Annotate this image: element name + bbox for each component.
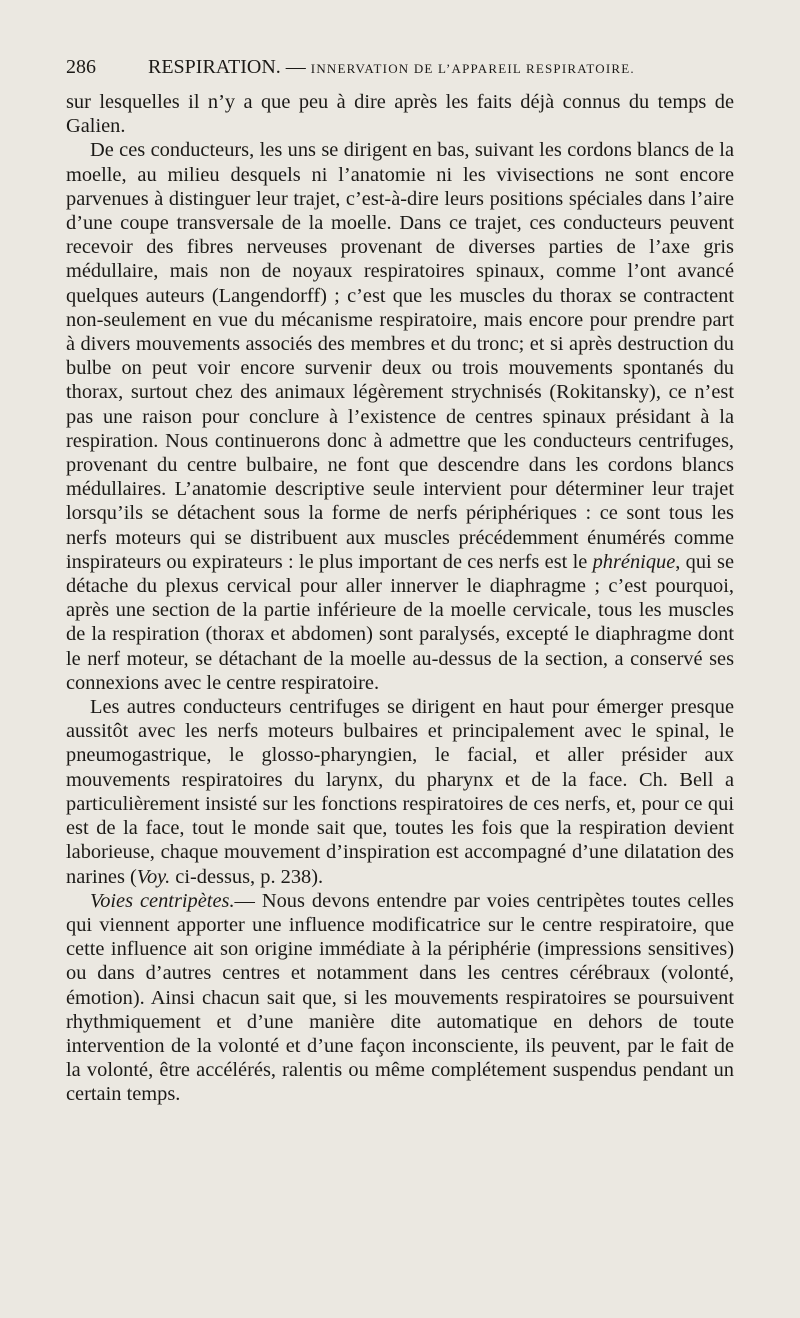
paragraph-3 [66,695,734,889]
paragraph-4-text: — Nous devons entendre par voies centripètes toutes celles qui viennent apporter une influence modificatrice sur le centre respiratoire, que cette influence ait son origine immédiate à la périphérie (impressions sensitives) ou dans d’autres centres et notamment dans les centres cérébraux (volonté, émotion). Ainsi chacun sait que, si les mouvements respiratoires se poursuivent rhythmiquement et d’une manière dite automatique en dehors de toute intervention de la volonté et d’une façon inconsciente, ils peuvent, par le fait de la volonté, être accélérés, ralentis ou même complétement suspendus pendant un certain temps. [66,889,734,1106]
paragraph-1-text: sur lesquelles il n’y a que peu à dire après les faits déjà connus du temps de Galien. [66,91,734,138]
paragraph-4 [66,889,734,1107]
paragraph-1 [66,90,734,138]
title-separator: — [285,56,306,78]
section-subtitle: INNERVATION DE L’APPAREIL RESPIRATOIRE. [310,61,635,76]
section-title: RESPIRATION. [148,56,281,78]
paragraph-2-text-a: De ces conducteurs, les uns se dirigent en bas, suivant les cordons blancs de la moelle, au milieu desquels ni l’anatomie ni les vivisections ne sont encore parvenues à distinguer leur trajet, c’est-à-dire leurs positions spéciales dans l’aire d’une coupe transversale de la moelle. Dans ce trajet, ces conducteurs peuvent recevoir des fibres nerveuses provenant de diverses parties de l’axe gris médullaire, mais non de noyaux respiratoires spinaux, comme l’ont avancé quelques auteurs (Langendorff) ; c’est que les muscles du thorax se contractent non-seulement en vue du mécanisme respiratoire, mais encore pour prendre part à divers mouvements associés des membres et du tronc; et si après destruction du bulbe on peut voir encore survenir deux ou trois mouvements spontanés du thorax, surtout chez des animaux légèrement strychnisés (Rokitansky), ce n’est pas une raison pour conclure à l’existence de centres spinaux présidant à la respiration. Nous continuerons donc à admettre que les conducteurs centrifuges, provenant du centre bulbaire, ne font que descendre dans les cordons blancs médullaires. L’anatomie descriptive seule intervient pour déterminer leur trajet lorsqu’ils se détachent sous la forme de nerfs périphériques : ce sont tous les nerfs moteurs qui se distribuent aux muscles précédemment énumérés comme inspirateurs ou expirateurs : le plus important de ces nerfs est le [66,139,734,573]
running-title [148,56,635,79]
paragraph-3-text-b: ci-dessus, p. 238). [170,865,324,888]
paragraph-2 [66,138,734,695]
page-body [66,90,734,1107]
paragraph-4-italic-heading: Voies centripètes. [90,889,235,912]
paragraph-3-italic: Voy. [136,865,171,888]
paragraph-2-italic: phrénique [592,550,676,573]
page-number: 286 [66,56,96,78]
paragraph-2-text-b: , qui se détache du plexus cervical pour aller innerver le diaphragme ; c’est pourquoi, après une section de la partie inférieure de la moelle cervicale, tous les muscles de la respiration (thorax et abdomen) sont paralysés, excepté le diaphragme dont le nerf moteur, se détachant de la moelle au-dessus de la section, a conservé ses connexions avec le centre respiratoire. [66,550,734,694]
running-header [66,56,736,84]
paragraph-3-text-a: Les autres conducteurs centrifuges se dirigent en haut pour émerger presque aussitôt avec les nerfs moteurs bulbaires et principalement avec le spinal, le pneumogastrique, le glosso-pharyngien, le facial, et aller présider aux mouvements respiratoires du larynx, du pharynx et de la face. Ch. Bell a particulièrement insisté sur les fonctions respiratoires de ces nerfs, et, pour ce qui est de la face, tout le monde sait que, toutes les fois que la respiration devient laborieuse, chaque mouvement d’inspiration est accompagné d’une dilatation des narines ( [66,696,734,888]
